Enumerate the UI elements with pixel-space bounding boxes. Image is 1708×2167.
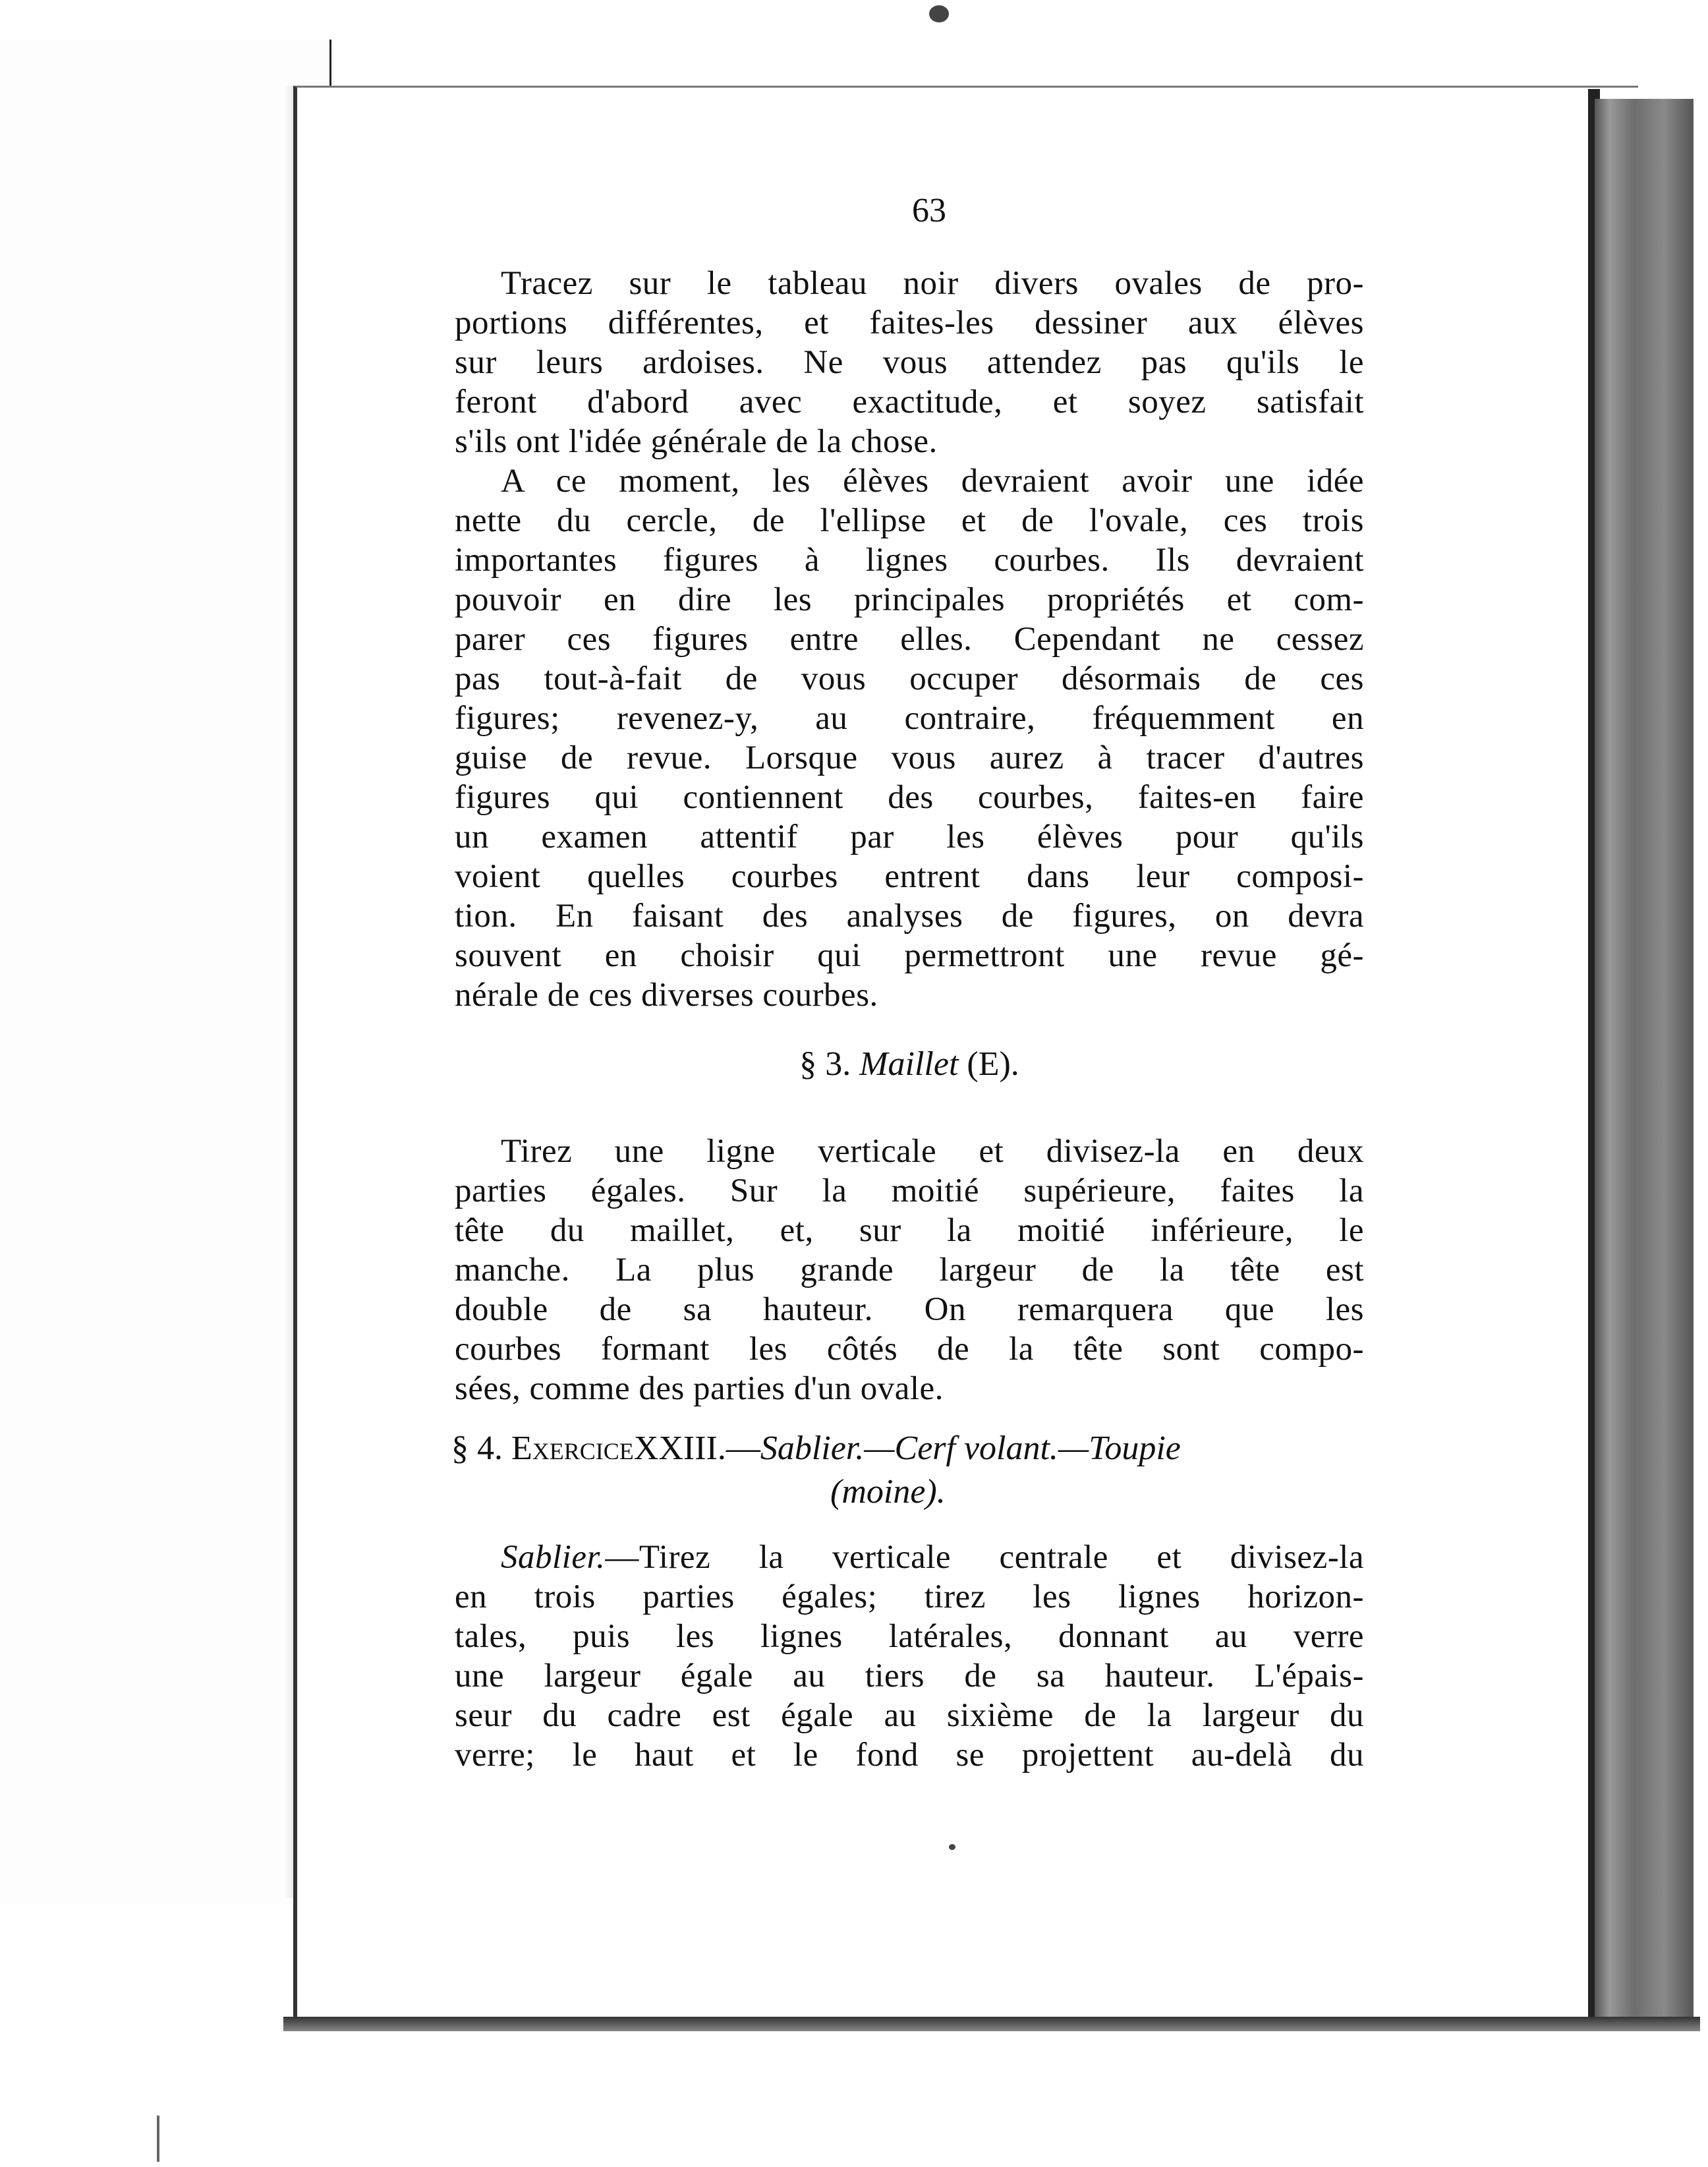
exercise-label: Exercice: [511, 1430, 634, 1467]
page-bottom-edge: [283, 2017, 1700, 2031]
text-line: nette du cercle, de l'ellipse et de l'ovale, ces trois: [455, 502, 1364, 539]
text-line: tales, puis les lignes latérales, donnant au verre: [455, 1618, 1364, 1655]
text-line: souvent en choisir qui permettront une revue gé-: [455, 937, 1364, 974]
text-line: un examen attentif par les élèves pour qu'ils: [455, 819, 1364, 855]
section-title: Maillet: [859, 1045, 959, 1083]
text-line: Tirez une ligne verticale et divisez-la en deux: [501, 1133, 1364, 1170]
page-number: 63: [912, 192, 946, 229]
paragraph-ovales: [455, 264, 1364, 1015]
text-line: parer ces figures entre elles. Cependant ne cessez: [455, 621, 1364, 658]
section-heading-maillet: [455, 1045, 1364, 1084]
text-line: guise de revue. Lorsque vous aurez à tracer d'autres: [455, 739, 1364, 776]
text-line: tête du maillet, et, sur la moitié inférieure, le: [455, 1212, 1364, 1249]
text-line: pas tout-à-fait de vous occuper désormais de ces: [455, 660, 1364, 697]
text-line: [455, 1538, 1364, 1577]
text-line: portions différentes, et faites-les dessiner aux élèves: [455, 304, 1364, 341]
scan-speck: [949, 1844, 955, 1850]
text-line: seur du cadre est égale au sixième de la largeur du: [455, 1697, 1364, 1734]
section-heading-exercise: [451, 1427, 1348, 1514]
text-line: A ce moment, les élèves devraient avoir une idée: [501, 463, 1364, 500]
scan-scratch: [157, 2116, 159, 2162]
text-line: sées, comme des parties d'un ovale.: [455, 1370, 944, 1407]
section-number: § 3.: [799, 1045, 851, 1083]
scan-speck: [929, 5, 949, 22]
text-line: figures qui contiennent des courbes, faites-en faire: [455, 779, 1364, 816]
text-line: courbes formant les côtés de la tête sont compo-: [455, 1331, 1364, 1368]
text-line: verre; le haut et le fond se projettent au-delà du: [455, 1737, 1364, 1774]
text-line: manche. La plus grande largeur de la tête est: [455, 1252, 1364, 1288]
text-line: voient quelles courbes entrent dans leur composi-: [455, 858, 1364, 895]
text-line: Tracez sur le tableau noir divers ovales de pro-: [501, 265, 1364, 302]
paragraph-maillet: [455, 1132, 1364, 1408]
text-line: sur leurs ardoises. Ne vous attendez pas qu'ils le: [455, 344, 1364, 381]
text-line: en trois parties égales; tirez les lignes horizon-: [455, 1578, 1364, 1615]
text-line: s'ils ont l'idée générale de la chose.: [455, 423, 938, 460]
text-line: tion. En faisant des analyses de figures, on devra: [455, 898, 1364, 935]
text-line: nérale de ces diverses courbes.: [455, 977, 878, 1014]
text-line: figures; revenez-y, au contraire, fréquemment en: [455, 700, 1364, 737]
text-line: double de sa hauteur. On remarquera que les: [455, 1291, 1364, 1328]
exercise-items: Sablier.—Cerf volant.—Toupie: [760, 1430, 1181, 1467]
page-stack-edge: [1595, 99, 1694, 2023]
text-line: importantes figures à lignes courbes. Ils devraient: [455, 542, 1364, 579]
section-suffix: (E).: [967, 1045, 1019, 1083]
sablier-lead: Sablier.: [501, 1539, 606, 1576]
exercise-items-continued: (moine).: [830, 1473, 946, 1511]
exercise-number: XXIII.—: [633, 1430, 760, 1467]
paragraph-sablier: [455, 1538, 1364, 1775]
text-line: une largeur égale au tiers de sa hauteur. L'épais-: [455, 1658, 1364, 1694]
text-line: pouvoir en dire les principales propriétés et com-: [455, 581, 1364, 618]
section-number: § 4.: [451, 1430, 503, 1467]
text-line: parties égales. Sur la moitié supérieure, faites la: [455, 1172, 1364, 1209]
sablier-first-line: —Tirez la verticale centrale et divisez-la: [605, 1539, 1364, 1576]
text-line: feront d'abord avec exactitude, et soyez satisfait: [455, 384, 1364, 420]
